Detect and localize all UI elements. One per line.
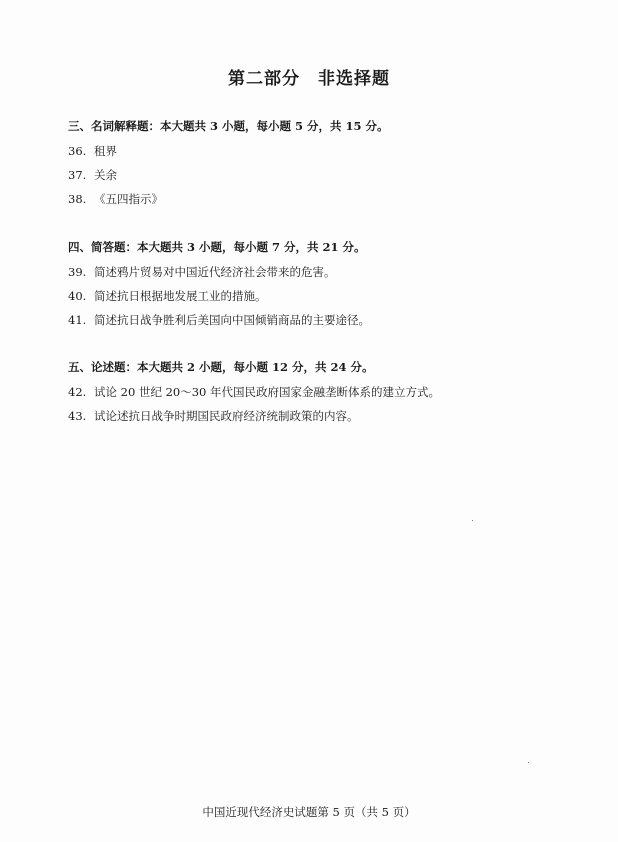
section-essay xyxy=(68,355,588,428)
question-item xyxy=(68,308,588,332)
question-text: 简述抗日根据地发展工业的措施。 xyxy=(94,289,267,303)
question-item xyxy=(68,284,588,308)
section-heading: 五、论述题：本大题共 2 小题，每小题 12 分，共 24 分。 xyxy=(68,360,374,374)
scan-speck xyxy=(472,520,473,521)
question-item xyxy=(68,187,588,211)
question-number: 37. xyxy=(68,168,87,182)
section-short-answer xyxy=(68,235,588,332)
question-text: 试论述抗日战争时期国民政府经济统制政策的内容。 xyxy=(94,409,359,423)
question-text: 《五四指示》 xyxy=(94,192,163,206)
question-number: 41. xyxy=(68,313,87,327)
section-heading: 三、名词解释题：本大题共 3 小题，每小题 5 分，共 15 分。 xyxy=(68,119,389,133)
scan-speck xyxy=(528,762,529,763)
question-text: 租界 xyxy=(94,144,117,158)
question-text: 简述抗日战争胜利后美国向中国倾销商品的主要途径。 xyxy=(94,313,370,327)
question-text: 试论 20 世纪 20～30 年代国民政府国家金融垄断体系的建立方式。 xyxy=(94,385,441,399)
question-number: 42. xyxy=(68,385,87,399)
question-text: 简述鸦片贸易对中国近代经济社会带来的危害。 xyxy=(94,265,336,279)
question-item xyxy=(68,260,588,284)
question-item xyxy=(68,404,588,428)
question-number: 40. xyxy=(68,289,87,303)
section-noun-explanation xyxy=(68,114,588,211)
question-number: 43. xyxy=(68,409,87,423)
question-number: 36. xyxy=(68,144,87,158)
question-item xyxy=(68,139,588,163)
question-number: 39. xyxy=(68,265,87,279)
question-item xyxy=(68,380,588,404)
question-number: 38. xyxy=(68,192,87,206)
section-heading: 四、简答题：本大题共 3 小题，每小题 7 分，共 21 分。 xyxy=(68,240,366,254)
page-footer: 中国近现代经济史试题第 5 页（共 5 页） xyxy=(202,805,416,819)
question-item xyxy=(68,163,588,187)
question-text: 关余 xyxy=(94,168,117,182)
page-title: 第二部分 非选择题 xyxy=(228,69,390,89)
